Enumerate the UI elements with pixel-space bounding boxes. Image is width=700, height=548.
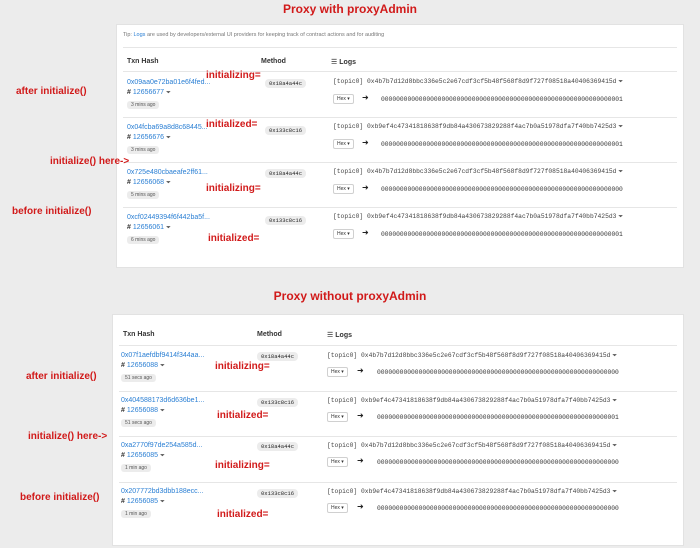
divider	[123, 207, 677, 208]
block-link[interactable]: 12656061	[132, 224, 165, 231]
section2-title: Proxy without proxyAdmin	[273, 289, 427, 303]
topic-hash: 0x4b7b7d12d8bbc336e5c2e67cdf3cf5b48f568f8d9f727f08518a40406369415d	[367, 168, 617, 175]
method-badge: 0x133c8c16	[257, 489, 298, 498]
filter-icon[interactable]: ⏷	[612, 352, 618, 359]
divider	[123, 47, 677, 48]
format-value: Hex	[331, 505, 340, 511]
filter-icon[interactable]: ⏷	[166, 90, 171, 96]
topic-hash: 0x4b7b7d12d8bbc336e5c2e67cdf3cf5b48f568f8d9f727f08518a40406369415d	[367, 78, 617, 85]
block-number: # 12656085 ⏷	[121, 452, 165, 459]
annotation-initialized: initialized=	[208, 233, 260, 244]
txn-hash-link[interactable]: 0x09aa0e72ba01e6f4fed...	[127, 79, 211, 86]
method-badge: 0x18a4a44c	[257, 352, 298, 361]
arrow-right-icon: ➜	[362, 93, 369, 102]
data-value: 0000000000000000000000000000000000000000000000000000000000000000	[377, 459, 619, 466]
topic-label: [topic0]	[333, 168, 364, 175]
block-number: # 12656061 ⏷	[127, 224, 171, 231]
data-value: 0000000000000000000000000000000000000000000000000000000000000001	[381, 231, 623, 238]
topic-hash: 0xb9ef4c47341818638f9db84a430673829288f4ac7b0a51978dfa7f40bb7425d3	[367, 213, 617, 220]
side-label-after: after initialize()	[26, 371, 97, 382]
block-number: # 12656676 ⏷	[127, 134, 171, 141]
method-badge: 0x18a4a44c	[265, 79, 306, 88]
topic-label: [topic0]	[327, 397, 358, 404]
col-txn-hash: Txn Hash	[127, 58, 159, 65]
annotation-initializing: initializing=	[206, 70, 261, 81]
arrow-right-icon: ➜	[362, 183, 369, 192]
age-badge: 1 min ago	[121, 464, 151, 472]
block-link[interactable]: 12656088	[126, 407, 159, 414]
filter-icon[interactable]: ⏷	[160, 408, 165, 414]
topic-label: [topic0]	[333, 123, 364, 130]
age-badge: 6 mins ago	[127, 236, 159, 244]
col-method: Method	[261, 58, 286, 65]
format-value: Hex	[337, 231, 346, 237]
format-select[interactable]: Hex ▾	[333, 139, 354, 149]
annotation-initialized: initialized=	[206, 119, 258, 130]
block-number: # 12656088 ⏷	[121, 407, 165, 414]
filter-icon[interactable]: ⏷	[612, 442, 618, 449]
format-value: Hex	[331, 459, 340, 465]
block-link[interactable]: 12656677	[132, 89, 165, 96]
format-value: Hex	[337, 96, 346, 102]
format-select[interactable]: Hex ▾	[327, 503, 348, 513]
txn-hash-link[interactable]: 0x04fcba69a8d8c68445...	[127, 124, 208, 131]
side-label-before: before initialize()	[20, 492, 100, 503]
age-badge: 1 min ago	[121, 510, 151, 518]
topic-line	[327, 488, 617, 496]
section1-title: Proxy with proxyAdmin	[282, 2, 418, 16]
topic-label: [topic0]	[333, 78, 364, 85]
side-label-here: initialize() here->	[50, 156, 130, 167]
topic-line	[327, 352, 617, 360]
txn-hash-link[interactable]: 0xa2770f97de254a585d...	[121, 442, 203, 449]
age-badge: 51 secs ago	[121, 419, 156, 427]
format-select[interactable]: Hex ▾	[327, 412, 348, 422]
format-select[interactable]: Hex ▾	[327, 367, 348, 377]
topic-line	[327, 397, 617, 405]
annotation-initialized: initialized=	[217, 410, 269, 421]
divider	[119, 391, 677, 392]
block-link[interactable]: 12656088	[126, 362, 159, 369]
list-icon: ☰	[327, 332, 334, 339]
filter-icon[interactable]: ⏷	[166, 180, 171, 186]
filter-icon[interactable]: ⏷	[612, 488, 618, 495]
filter-icon[interactable]: ⏷	[166, 135, 171, 141]
topic-label: [topic0]	[327, 488, 358, 495]
tip-body: are used by developers/external UI providers for keeping track of contract actions and for auditing	[146, 32, 385, 38]
filter-icon[interactable]: ⏷	[618, 123, 624, 130]
divider	[119, 482, 677, 483]
method-badge: 0x18a4a44c	[265, 169, 306, 178]
annotation-initializing: initializing=	[206, 183, 261, 194]
txn-hash-link[interactable]: 0x207772bd3dbb188ecc...	[121, 488, 204, 495]
topic-hash: 0x4b7b7d12d8bbc336e5c2e67cdf3cf5b48f568f8d9f727f08518a40406369415d	[361, 352, 611, 359]
side-label-before: before initialize()	[12, 206, 92, 217]
block-number: # 12656085 ⏷	[121, 498, 165, 505]
format-value: Hex	[331, 369, 340, 375]
col-logs-label: Logs	[339, 59, 357, 66]
block-link[interactable]: 12656676	[132, 134, 165, 141]
filter-icon[interactable]: ⏷	[612, 397, 618, 404]
list-icon: ☰	[331, 59, 338, 66]
arrow-right-icon: ➜	[357, 366, 364, 375]
divider	[123, 117, 677, 118]
filter-icon[interactable]: ⏷	[618, 78, 624, 85]
annotation-initializing: initializing=	[215, 361, 270, 372]
data-value: 0000000000000000000000000000000000000000000000000000000000000001	[381, 141, 623, 148]
tip-text	[123, 32, 384, 38]
age-badge: 51 secs ago	[121, 374, 156, 382]
txn-hash-link[interactable]: 0x404588173d6d636be1...	[121, 397, 205, 404]
topic-label: [topic0]	[327, 352, 358, 359]
topic-label: [topic0]	[327, 442, 358, 449]
data-value: 0000000000000000000000000000000000000000000000000000000000000001	[381, 96, 623, 103]
topic-hash: 0xb9ef4c47341818638f9db84a430673829288f4ac7b0a51978dfa7f40bb7425d3	[367, 123, 617, 130]
topic-line	[327, 442, 617, 450]
format-select[interactable]: Hex ▾	[333, 184, 354, 194]
block-number: # 12656068 ⏷	[127, 179, 171, 186]
filter-icon[interactable]: ⏷	[618, 168, 624, 175]
txn-hash-link[interactable]: 0x07f1aefdbf9414f344aa...	[121, 352, 205, 359]
side-label-here: initialize() here->	[28, 431, 108, 442]
topic-line	[333, 123, 623, 131]
section1-panel	[116, 24, 684, 268]
filter-icon[interactable]: ⏷	[160, 499, 165, 505]
topic-line	[333, 168, 623, 176]
age-badge: 3 mins ago	[127, 101, 159, 109]
method-badge: 0x18a4a44c	[257, 442, 298, 451]
tip-prefix: Tip:	[123, 32, 132, 38]
topic-hash: 0x4b7b7d12d8bbc336e5c2e67cdf3cf5b48f568f8d9f727f08518a40406369415d	[361, 442, 611, 449]
annotation-initialized: initialized=	[217, 509, 269, 520]
filter-icon[interactable]: ⏷	[618, 213, 624, 220]
filter-icon[interactable]: ⏷	[160, 363, 165, 369]
filter-icon[interactable]: ⏷	[166, 225, 171, 231]
block-link[interactable]: 12656085	[126, 452, 159, 459]
arrow-right-icon: ➜	[362, 228, 369, 237]
block-link[interactable]: 12656085	[126, 498, 159, 505]
block-link[interactable]: 12656068	[132, 179, 165, 186]
arrow-right-icon: ➜	[357, 456, 364, 465]
col-logs	[331, 58, 356, 66]
arrow-right-icon: ➜	[362, 138, 369, 147]
method-badge: 0x133c8c16	[257, 398, 298, 407]
data-value: 0000000000000000000000000000000000000000000000000000000000000001	[377, 414, 619, 421]
data-value: 0000000000000000000000000000000000000000000000000000000000000000	[381, 186, 623, 193]
col-method: Method	[257, 331, 282, 338]
col-logs	[327, 331, 352, 339]
section2-panel	[112, 314, 684, 546]
arrow-right-icon: ➜	[357, 411, 364, 420]
format-select[interactable]: Hex ▾	[333, 229, 354, 239]
divider	[119, 436, 677, 437]
format-value: Hex	[337, 141, 346, 147]
col-txn-hash: Txn Hash	[123, 331, 155, 338]
topic-label: [topic0]	[333, 213, 364, 220]
col-logs-label: Logs	[335, 332, 353, 339]
topic-hash: 0xb9ef4c47341818638f9db84a430673829288f4ac7b0a51978dfa7f40bb7425d3	[361, 397, 611, 404]
method-badge: 0x133c8c16	[265, 126, 306, 135]
method-badge: 0x133c8c16	[265, 216, 306, 225]
filter-icon[interactable]: ⏷	[160, 453, 165, 459]
divider	[119, 345, 677, 346]
divider	[123, 162, 677, 163]
annotation-initializing: initializing=	[215, 460, 270, 471]
side-label-after: after initialize()	[16, 86, 87, 97]
arrow-right-icon: ➜	[357, 502, 364, 511]
tip-logs-link[interactable]: Logs	[133, 32, 146, 38]
topic-line	[333, 78, 623, 86]
topic-line	[333, 213, 623, 221]
format-select[interactable]: Hex ▾	[327, 457, 348, 467]
age-badge: 3 mins ago	[127, 146, 159, 154]
data-value: 0000000000000000000000000000000000000000000000000000000000000000	[377, 369, 619, 376]
block-number: # 12656088 ⏷	[121, 362, 165, 369]
txn-hash-link[interactable]: 0x725e480cbaeafe2ff61...	[127, 169, 208, 176]
topic-hash: 0xb9ef4c47341818638f9db84a430673829288f4ac7b0a51978dfa7f40bb7425d3	[361, 488, 611, 495]
format-select[interactable]: Hex ▾	[333, 94, 354, 104]
data-value: 0000000000000000000000000000000000000000000000000000000000000000	[377, 505, 619, 512]
format-value: Hex	[331, 414, 340, 420]
txn-hash-link[interactable]: 0xcf02449394f6f442ba5f...	[127, 214, 210, 221]
format-value: Hex	[337, 186, 346, 192]
age-badge: 5 mins ago	[127, 191, 159, 199]
block-number: # 12656677 ⏷	[127, 89, 171, 96]
